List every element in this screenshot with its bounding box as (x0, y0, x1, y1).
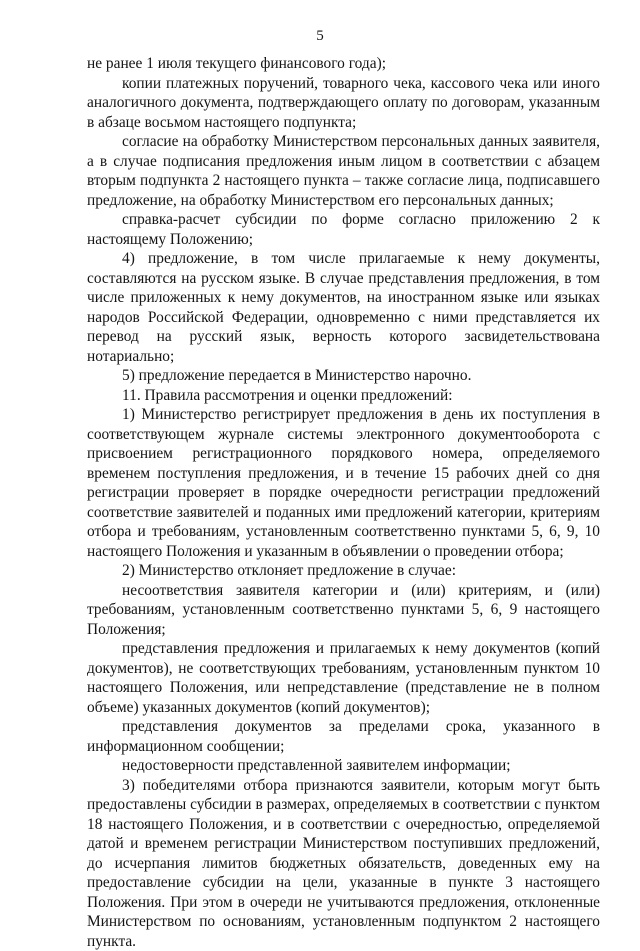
paragraph-rejection-deadline: представления документов за пределами срока, указанного в информационном сообщении; (87, 717, 600, 756)
paragraph-subsidy-calculation: справка-расчет субсидии по форме согласно приложению 2 к настоящему Положению; (87, 210, 600, 249)
page-number: 5 (0, 27, 640, 45)
paragraph-item-11-heading: 11. Правила рассмотрения и оценки предложений: (87, 386, 600, 406)
paragraph-subitem-2-rejection: 2) Министерство отклоняет предложение в случае: (87, 561, 600, 581)
paragraph-payment-copies: копии платежных поручений, товарного чека, кассового чека или иного аналогичного документа, подтверждающего оплату по договорам, указанным в абзаце восьмом настоящего подпункта; (87, 74, 600, 133)
paragraph-rejection-category: несоответствия заявителя категории и (или) критериям, и (или) требованиям, установленным соответственно пунктами 5, 6, 9 настоящего Положения; (87, 581, 600, 640)
paragraph-subitem-1-registration: 1) Министерство регистрирует предложения в день их поступления в соответствующем журнале системы электронного документооборота с присвоением регистрационного порядкового номера, определяемого временем поступления предложения, и в течение 15 рабочих дней со дня регистрации проверяет в порядке очередности регистрации предложений соответствие заявителей и поданных ими предложений категории, критериям отбора и требованиям, установленным соответственно пунктами 5, 6, 9, 10 настоящего Положения и указанным в объявлении о проведении отбора; (87, 405, 600, 561)
paragraph-subitem-5-delivery: 5) предложение передается в Министерство нарочно. (87, 366, 600, 386)
paragraph-rejection-false-info: недостоверности представленной заявителем информации; (87, 756, 600, 776)
paragraph-subitem-4-language: 4) предложение, в том числе прилагаемые к нему документы, составляются на русском языке. В случае представления предложения, в том числе приложенных к нему документов, на иностранном языке или языках народов Российской Федерации, одновременно с ними представляется их перевод на русский язык, верность которого засвидетельствована нотариально; (87, 249, 600, 366)
paragraph-continuation: не ранее 1 июля текущего финансового года); (87, 54, 600, 74)
paragraph-personal-data-consent: согласие на обработку Министерством персональных данных заявителя, а в случае подписания предложения иным лицом в соответствии с абзацем вторым подпункта 2 настоящего пункта – также согласие лица, подписавшего предложение, на обработку Министерством его персональных данных; (87, 132, 600, 210)
paragraph-rejection-documents: представления предложения и прилагаемых к нему документов (копий документов), не соответствующих требованиям, установленным пунктом 10 настоящего Положения, или непредставление (представление не в полном объеме) указанных документов (копий документов); (87, 639, 600, 717)
document-body (87, 54, 600, 951)
paragraph-subitem-3-winners: 3) победителями отбора признаются заявители, которым могут быть предоставлены субсидии в размерах, определяемых в соответствии с пунктом 18 настоящего Положения, и в соответствии с очередностью, определяемой датой и временем регистрации Министерством поступивших предложений, до исчерпания лимитов бюджетных обязательств, доведенных ему на предоставление субсидии на цели, указанные в пункте 3 настоящего Положения. При этом в очереди не учитываются предложения, отклоненные Министерством по основаниям, установленным подпунктом 2 настоящего пункта. (87, 776, 600, 951)
